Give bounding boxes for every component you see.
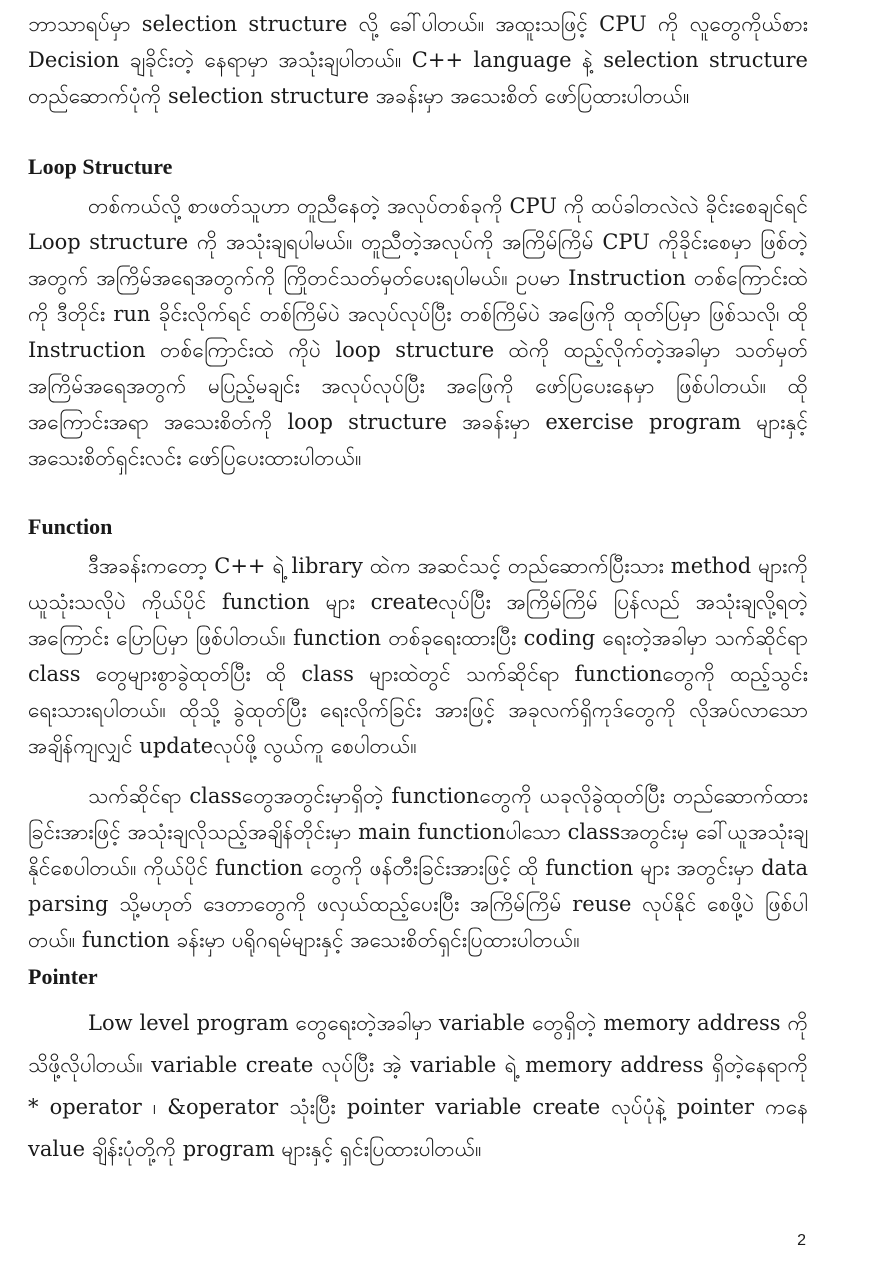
section-pointer (28, 962, 808, 1170)
pointer-heading: Pointer (28, 964, 98, 989)
page-number: 2 (797, 1232, 806, 1249)
function-heading: Function (28, 514, 113, 539)
loop-structure-heading: Loop Structure (28, 154, 173, 179)
intro-paragraph: ဘာသာရပ်မှာ selection structure လို့ ခေါ်ပါတယ်။ အထူးသဖြင့် CPU ကို လူတွေကိုယ်စား Decision ချခိုင်းတဲ့ နေရာမှာ အသုံးချပါတယ်။ C++ language နဲ့ selection structure တည်ဆောက်ပုံကို selection structure အခန်းမှာ အသေးစိတ် ဖော်ပြထားပါတယ်။ (28, 12, 808, 108)
section-loop-structure (28, 152, 808, 476)
loop-structure-paragraph: တစ်ကယ်လို့ စာဖတ်သူဟာ တူညီနေတဲ့ အလုပ်တစ်ခုကို CPU ကို ထပ်ခါတလဲလဲ ခိုင်းစေချင်ရင် Loop structure ကို အသုံးချရပါမယ်။ တူညီတဲ့အလုပ်ကို အကြိမ်ကြိမ် CPU ကိုခိုင်းစေမှာ ဖြစ်တဲ့အတွက် အကြိမ်အရေအတွက်ကို ကြိုတင်သတ်မှတ်ပေးရပါမယ်။ ဥပမာ Instruction တစ်ကြောင်းထဲကို ဒီတိုင်း run ခိုင်းလိုက်ရင် တစ်ကြိမ်ပဲ အလုပ်လုပ်ပြီး တစ်ကြိမ်ပဲ အဖြေကို ထုတ်ပြမှာ ဖြစ်သလို၊ ထို Instruction တစ်ကြောင်းထဲ ကိုပဲ loop structure ထဲကို ထည့်လိုက်တဲ့အခါမှာ သတ်မှတ်အကြိမ်အရေအတွက် မပြည့်မချင်း အလုပ်လုပ်ပြီး အဖြေကို ဖော်ပြပေးနေမှာ ဖြစ်ပါတယ်။ ထိုအကြောင်းအရာ အသေးစိတ်ကို loop structure အခန်းမှာ exercise program များနှင့် အသေးစိတ်ရှင်းလင်း ဖော်ပြပေးထားပါတယ်။ (28, 194, 808, 470)
function-paragraph-1: ဒီအခန်းကတော့ C++ ရဲ့ library ထဲက အဆင်သင့် တည်ဆောက်ပြီးသား method များကို ယူသုံးသလိုပဲ ကိုယ်ပိုင် function များ createလုပ်ပြီး အကြိမ်ကြိမ် ပြန်လည် အသုံးချလို့ရတဲ့အကြောင်း ပြောပြမှာ ဖြစ်ပါတယ်။ function တစ်ခုရေးထားပြီး coding ရေးတဲ့အခါမှာ သက်ဆိုင်ရာ class တွေများစွာခွဲထုတ်ပြီး ထို class များထဲတွင် သက်ဆိုင်ရာ functionတွေကို ထည့်သွင်းရေးသားရပါတယ်။ ထိုသို့ ခွဲထုတ်ပြီး ရေးလိုက်ခြင်း အားဖြင့် အခုလက်ရှိကုဒ်တွေကို လိုအပ်လာသောအချိန်ကျလျှင် updateလုပ်ဖို့ လွယ်ကူ စေပါတယ်။ (28, 554, 808, 758)
section-function (28, 512, 808, 958)
pointer-paragraph: Low level program တွေရေးတဲ့အခါမှာ variable တွေရှိတဲ့ memory address ကိုသိဖို့လိုပါတယ်။ variable create လုပ်ပြီး အဲ့ variable ရဲ့ memory address ရှိတဲ့နေရာကို * operator ၊ &operator သုံးပြီး pointer variable create လုပ်ပုံနဲ့ pointer ကနေ value ချိန်းပုံတို့ကို program များနှင့် ရှင်းပြထားပါတယ်။ (28, 1011, 808, 1161)
function-paragraph-2: သက်ဆိုင်ရာ classတွေအတွင်းမှာရှိတဲ့ functionတွေကို ယခုလိုခွဲထုတ်ပြီး တည်ဆောက်ထားခြင်းအားဖြင့် အသုံးချလိုသည့်အချိန်တိုင်းမှာ main functionပါသော classအတွင်းမှ ခေါ်ယူအသုံးချနိုင်စေပါတယ်။ ကိုယ်ပိုင် function တွေကို ဖန်တီးခြင်းအားဖြင့် ထို function များ အတွင်းမှာ data parsing သို့မဟုတ် ဒေတာတွေကို ဖလှယ်ထည့်ပေးပြီး အကြိမ်ကြိမ် reuse လုပ်နိုင် စေဖို့ပဲ ဖြစ်ပါတယ်။ function ခန်းမှာ ပရိုဂရမ်များနှင့် အသေးစိတ်ရှင်းပြထားပါတယ်။ (28, 784, 808, 952)
